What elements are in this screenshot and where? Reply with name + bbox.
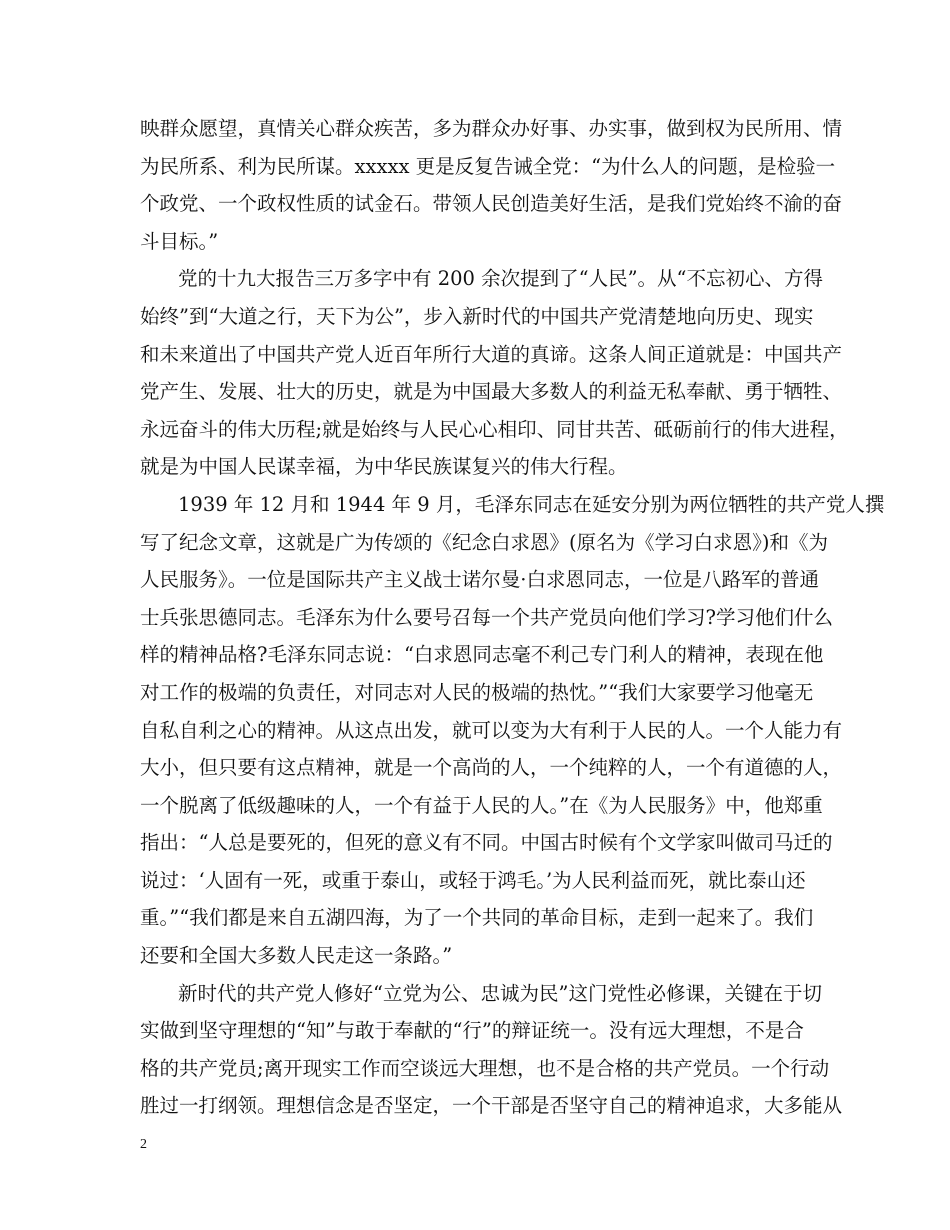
text-line: 新时代的共产党人修好“立党为公、忠诚为民”这门党性必修课，关键在于切: [178, 981, 822, 1005]
paragraph-1: [140, 110, 843, 260]
text-line: 始终”到“大道之行，天下为公”，步入新时代的中国共产党清楚地向历史、现实: [140, 304, 814, 328]
text-line: 重。”“我们都是来自五湖四海，为了一个共同的革命目标，走到一起来了。我们: [140, 906, 814, 930]
text-line: 指出：“人总是要死的，但死的意义有不同。中国古时候有个文学家叫做司马迁的: [140, 831, 833, 855]
text-line: 大小，但只要有这点精神，就是一个高尚的人，一个纯粹的人，一个有道德的人，: [140, 756, 843, 780]
text-line: 个政党、一个政权性质的试金石。带领人民创造美好生活，是我们党始终不渝的奋: [140, 192, 843, 216]
text-line: 映群众愿望，真情关心群众疾苦，多为群众办好事、办实事，做到权为民所用、情: [140, 117, 843, 140]
text-line: 一个脱离了低级趣味的人，一个有益于人民的人。”在《为人民服务》中，他郑重: [140, 793, 823, 817]
page-number: 2: [140, 1137, 147, 1152]
text-line: 格的共产党员;离开现实工作而空谈远大理想，也不是合格的共产党员。一个行动: [140, 1056, 830, 1080]
text-line: 写了纪念文章，这就是广为传颂的《纪念白求恩》(原名为《学习白求恩》)和《为: [140, 530, 828, 554]
text-line: 还要和全国大多数人民走这一条路。”: [140, 944, 453, 968]
paragraph-2: [140, 260, 849, 486]
text-line: 就是为中国人民谋幸福，为中华民族谋复兴的伟大行程。: [140, 455, 628, 479]
text-line: 样的精神品格?毛泽东同志说：“白求恩同志毫不利己专门利人的精神，表现在他: [140, 643, 824, 667]
text-line: 人民服务》。一位是国际共产主义战士诺尔曼·白求恩同志，一位是八路军的普通: [140, 568, 819, 592]
text-line: 和未来道出了中国共产党人近百年所行大道的真谛。这条人间正道就是：中国共产: [140, 342, 843, 366]
text-line: 为民所系、利为民所谋。xxxxx 更是反复告诫全党：“为什么人的问题，是检验一: [140, 154, 836, 178]
paragraph-4: [140, 975, 843, 1125]
text-line: 对工作的极端的负责任，对同志对人民的极端的热忱。”“我们大家要学习他毫无: [140, 680, 814, 704]
text-line: 永远奋斗的伟大历程;就是始终与人民心心相印、同甘共苦、砥砺前行的伟大进程，: [140, 417, 849, 441]
paragraph-3: [140, 486, 885, 975]
text-line: 1939 年 12 月和 1944 年 9 月，毛泽东同志在延安分别为两位牺牲的共产党人撰: [178, 492, 885, 516]
text-line: 党产生、发展、壮大的历史，就是为中国最大多数人的利益无私奉献、勇于牺牲、: [140, 380, 843, 404]
text-line: 胜过一打纲领。理想信念是否坚定，一个干部是否坚守自己的精神追求，大多能从: [140, 1094, 843, 1118]
text-line: 党的十九大报告三万多字中有 200 余次提到了“人民”。从“不忘初心、方得: [178, 267, 824, 291]
document-page: [140, 110, 885, 1125]
text-line: 实做到坚守理想的“知”与敢于奉献的“行”的辩证统一。没有远大理想，不是合: [140, 1019, 804, 1043]
text-line: 士兵张思德同志。毛泽东为什么要号召每一个共产党员向他们学习?学习他们什么: [140, 605, 833, 629]
text-line: 自私自利之心的精神。从这点出发，就可以变为大有利于人民的人。一个人能力有: [140, 718, 843, 742]
text-line: 斗目标。”: [140, 229, 219, 253]
text-line: 说过：‘人固有一死，或重于泰山，或轻于鸿毛。’为人民利益而死，就比泰山还: [140, 868, 806, 892]
